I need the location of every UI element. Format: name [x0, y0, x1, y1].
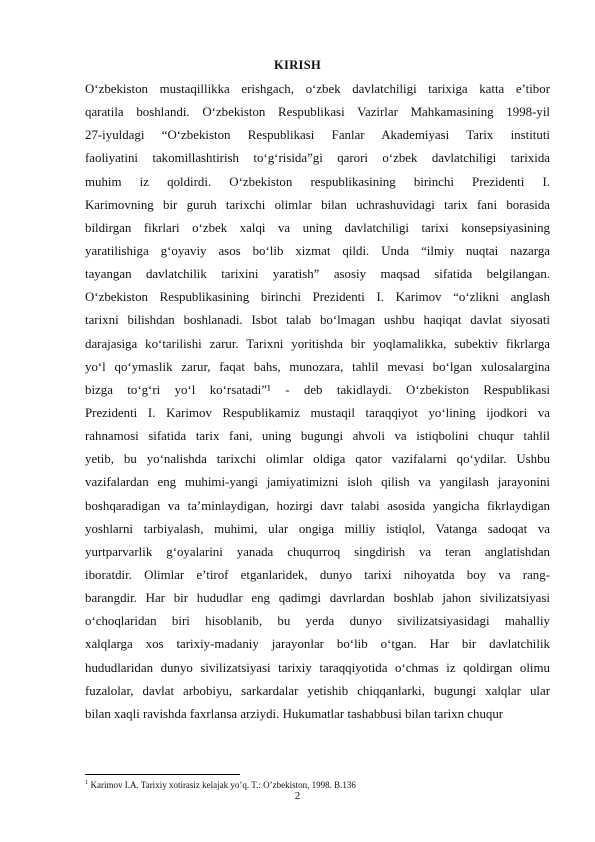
text-line: yurtparvarlik gʻoyalarini yanada chuqurroq singdirish va teran anglatishdan — [85, 544, 550, 559]
text-line: Oʻzbekiston mustaqillikka erishgach, oʻzbek davlatchiligi tarixiga katta e’tibor — [85, 82, 550, 96]
text-line: boshqaradigan va ta’minlaydigan, hozirgi davr talabi asosida yangicha fikrlaydigan — [85, 498, 550, 513]
text-line: barangdir. Har bir hududlar eng qadimgi davrlardan boshlab jahon sivilizatsiyasi — [85, 591, 550, 606]
text-line: oʻchoqlaridan biri hisoblanib, bu yerda dunyo sivilizatsiyasidagi mahalliy — [85, 614, 550, 629]
footnote — [85, 777, 550, 791]
text-line: yetib, bu yoʻnalishda tarixchi olimlar oldiga qator vazifalarni qoʻydilar. Ushbu — [85, 452, 550, 467]
text-line: vazifalardan eng muhimi-yangi jamiyatimizni isloh qilish va yangilash jarayonini — [85, 475, 550, 490]
text-line: Prezidenti I. Karimov Respublikamiz mustaqil taraqqiyot yoʻlining ijodkori va — [85, 405, 550, 420]
text-line: yoshlarni tarbiyalash, muhimi, ular ongiga milliy istiqlol, Vatanga sadoqat va — [85, 521, 550, 536]
text-line: iboratdir. Olimlar e’tirof etganlaridek, dunyo tarixi nihoyatda boy va rang- — [85, 567, 550, 582]
text-line: bildirgan fikrlari oʻzbek xalqi va uning davlatchiligi tarixi konsepsiyasining — [85, 220, 550, 235]
footnote-marker: 1 — [85, 779, 89, 786]
text-line: Oʻzbekiston Respublikasining birinchi Prezidenti I. Karimov “oʻzlikni anglash — [85, 290, 550, 305]
text-line: xalqlarga xos tarixiy-madaniy jarayonlar boʻlib oʻtgan. Har bir davlatchilik — [85, 637, 550, 652]
text-line: tayangan davlatchilik tarixini yaratish” asosiy maqsad sifatida belgilangan. — [85, 267, 550, 282]
text-line: yoʻl qoʻymaslik zarur, faqat bahs, munozara, tahlil mevasi boʻlgan xulosalargina — [85, 359, 550, 374]
section-title: KIRISH — [274, 58, 321, 72]
text-line: bizga toʻgʻri yoʻl koʻrsatadi”¹ - deb takidlaydi. Oʻzbekiston Respublikasi — [85, 382, 550, 397]
text-line: bilan xaqli ravishda faxrlansa arziydi. Hukumatlar tashabbusi bilan tarixn chuqur — [85, 706, 504, 721]
text-line: yaratilishiga gʻoyaviy asos boʻlib xizmat qildi. Unda “ilmiy nuqtai nazarga — [85, 243, 550, 258]
text-line: Karimovning bir guruh tarixchi olimlar bilan uchrashuvidagi tarix fani borasida — [85, 197, 550, 212]
body-text — [85, 78, 550, 726]
text-line: qaratila boshlandi. Oʻzbekiston Respublikasi Vazirlar Mahkamasining 1998-yil — [85, 105, 550, 120]
text-line: 27-iyuldagi “Oʻzbekiston Respublikasi Fanlar Akademiyasi Tarix instituti — [85, 128, 550, 143]
text-line: faoliyatini takomillashtirish toʻgʻrisida”gi qarori oʻzbek davlatchiligi tarixida — [85, 151, 550, 166]
text-line: darajasiga koʻtarilishi zarur. Tarixni yoritishda bir yoqlamalikka, subektiv fikrlarga — [85, 336, 550, 351]
text-line: muhim iz qoldirdi. Oʻzbekiston respublikasining birinchi Prezidenti I. — [85, 174, 550, 189]
text-line: fuzalolar, davlat arbobiyu, sarkardalar yetishib chiqqanlarki, bugungi xalqlar ular — [85, 683, 550, 698]
footnote-divider — [85, 774, 240, 775]
footnote-text: Karimov I.A. Tarixiy xotirasiz kelajak yo’q. T.: O’zbekiston, 1998. B.136 — [88, 780, 356, 790]
text-line: tarixni bilishdan boshlanadi. Isbot talab boʻlmagan ushbu haqiqat davlat siyosati — [85, 313, 550, 328]
text-line: rahnamosi sifatida tarix fani, uning bugungi ahvoli va istiqbolini chuqur tahlil — [85, 429, 550, 444]
text-line: hududlaridan dunyo sivilizatsiyasi tarixiy taraqqiyotida oʻchmas iz qoldirgan olimu — [85, 660, 550, 675]
page-number: 2 — [294, 790, 301, 802]
